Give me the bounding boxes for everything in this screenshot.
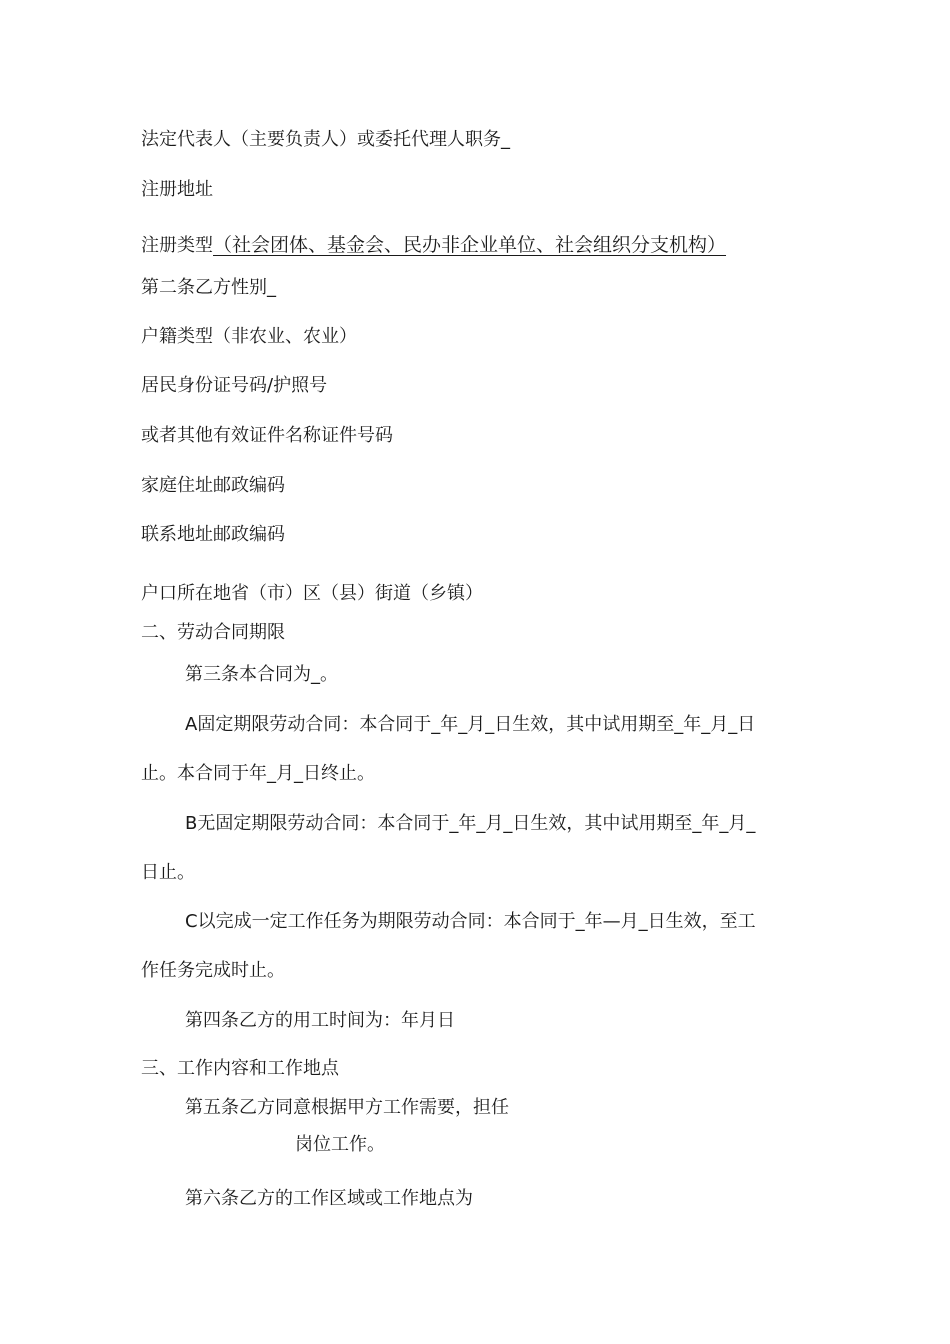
option-b-line1: B无固定期限劳动合同：本合同于_年_月_日生效，其中试用期至_年_月_ bbox=[185, 813, 756, 834]
hukou-location-line: 户口所在地省（市）区（县）街道（乡镇） bbox=[141, 583, 483, 604]
reg-type-label: 注册类型 bbox=[141, 235, 213, 256]
reg-address-line: 注册地址 bbox=[141, 179, 213, 200]
option-a-line2: 止。本合同于年_月_日终止。 bbox=[141, 763, 375, 784]
option-c-line1: C以完成一定工作任务为期限劳动合同：本合同于_年—月_日生效，至工 bbox=[185, 911, 756, 932]
article5-line1: 第五条乙方同意根据甲方工作需要，担任 bbox=[185, 1097, 509, 1118]
legal-rep-title-line: 法定代表人（主要负责人）或委托代理人职务_ bbox=[141, 129, 510, 150]
contact-address-line: 联系地址邮政编码 bbox=[141, 524, 285, 545]
reg-type-line bbox=[141, 233, 726, 258]
option-b-line2: 日止。 bbox=[141, 862, 195, 883]
household-type-line: 户籍类型（非农业、农业） bbox=[141, 326, 357, 347]
option-a-line1: A固定期限劳动合同：本合同于_年_月_日生效，其中试用期至_年_月_日 bbox=[185, 714, 756, 735]
article2-line: 第二条乙方性别_ bbox=[141, 277, 276, 298]
article5-line2: 岗位工作。 bbox=[295, 1134, 385, 1155]
section3-heading: 三、工作内容和工作地点 bbox=[141, 1058, 339, 1079]
article6-line: 第六条乙方的工作区域或工作地点为 bbox=[185, 1188, 473, 1209]
option-c-line2: 作任务完成时止。 bbox=[141, 960, 285, 981]
home-address-line: 家庭住址邮政编码 bbox=[141, 475, 285, 496]
other-id-line: 或者其他有效证件名称证件号码 bbox=[141, 425, 393, 446]
reg-type-value: （社会团体、基金会、民办非企业单位、社会组织分支机构） bbox=[213, 234, 727, 256]
article4-line: 第四条乙方的用工时间为：年月日 bbox=[185, 1010, 455, 1031]
section2-heading: 二、劳动合同期限 bbox=[141, 622, 285, 643]
article3-line: 第三条本合同为_。 bbox=[185, 664, 338, 685]
id-number-line: 居民身份证号码/护照号 bbox=[141, 375, 328, 396]
